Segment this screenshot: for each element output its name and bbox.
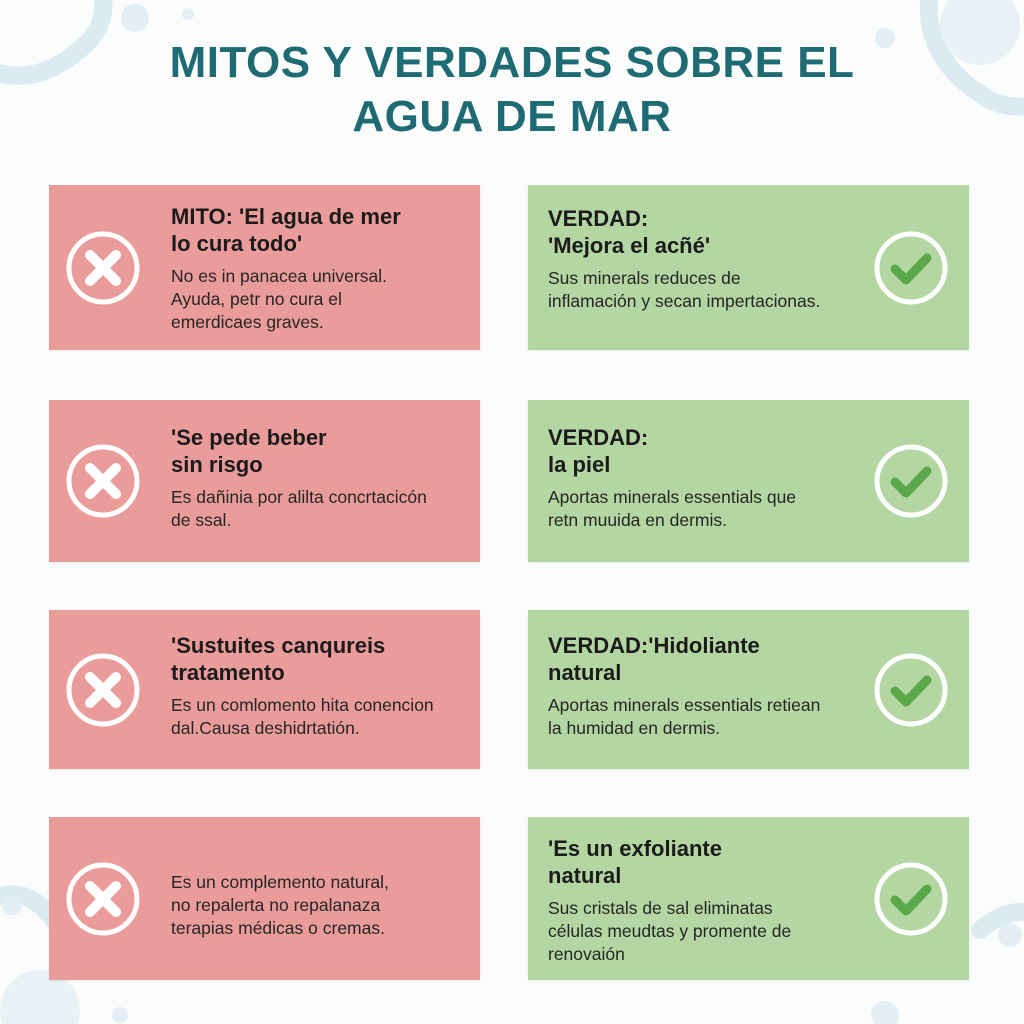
truth-heading: VERDAD: 'Mejora el acñé' [548, 206, 711, 258]
myth-body: Es un complemento natural, no repalerta no repalanaza terapias médicas o cremas. [171, 872, 389, 938]
truth-heading: VERDAD: la piel [548, 425, 649, 477]
check-circle-icon [873, 861, 949, 937]
myth-body: Es un comlomento hita conencion dal.Causa deshidrtatión. [171, 695, 434, 738]
truth-heading: VERDAD:'Hidoliante natural [548, 633, 760, 685]
check-circle-icon [873, 443, 949, 519]
myth-heading: 'Se pede beber sin risgo [171, 425, 327, 477]
truth-body: Aportas minerals essentials retiean la humidad en dermis. [548, 695, 821, 738]
page-title [0, 36, 1024, 144]
myth-body: No es in panacea universal. Ayuda, petr no cura el emerdicaes graves. [171, 266, 387, 332]
truth-card-3 [528, 610, 969, 769]
myth-card-4 [49, 817, 480, 980]
truth-card-4-text [548, 835, 859, 966]
x-circle-icon [65, 230, 141, 306]
truth-card-1 [528, 185, 969, 350]
title-line-2: AGUA DE MAR [352, 92, 672, 141]
check-circle-icon [873, 230, 949, 306]
x-circle-icon [65, 861, 141, 937]
x-circle-icon [65, 652, 141, 728]
check-circle-icon [873, 652, 949, 728]
myth-heading: 'Sustuites canqureis tratamento [171, 633, 386, 685]
myth-body: Es dañinia por alilta concrtacicón de ssal. [171, 487, 427, 530]
myth-card-3-text [171, 632, 470, 740]
truth-card-1-text [548, 205, 859, 313]
title-line-1: MITOS Y VERDADES SOBRE EL [169, 38, 855, 87]
myth-heading: MITO: 'El agua de mer lo cura todo' [171, 204, 401, 256]
myth-card-1-text [171, 203, 470, 334]
truth-heading: 'Es un exfoliante natural [548, 836, 722, 888]
truth-body: Aportas minerals essentials que retn muuida en dermis. [548, 487, 797, 530]
myth-card-1 [49, 185, 480, 350]
truth-body: Sus minerals reduces de inflamación y secan impertacionas. [548, 268, 821, 311]
truth-card-2-text [548, 424, 859, 532]
myth-card-3 [49, 610, 480, 769]
myth-card-2 [49, 400, 480, 562]
truth-card-4 [528, 817, 969, 980]
truth-body: Sus cristals de sal eliminatas células meudtas y promente de renovaión [548, 898, 792, 964]
truth-card-3-text [548, 632, 859, 740]
x-circle-icon [65, 443, 141, 519]
myth-card-2-text [171, 424, 470, 532]
truth-card-2 [528, 400, 969, 562]
myth-card-4-text [171, 871, 470, 940]
